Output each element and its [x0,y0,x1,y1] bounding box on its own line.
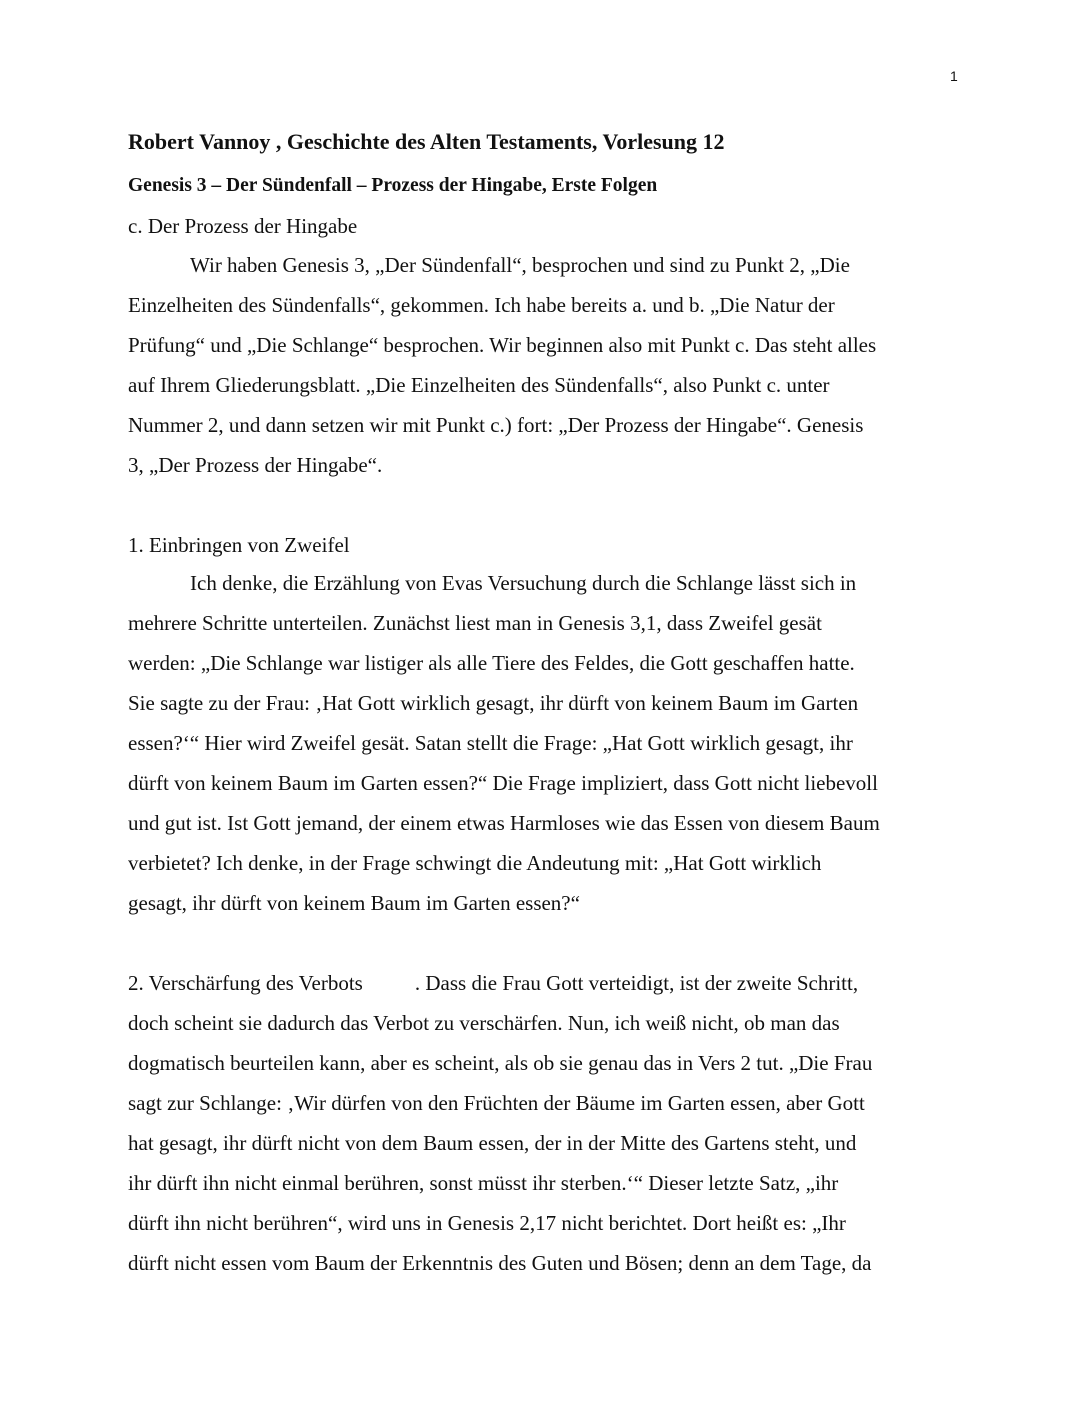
section-heading-2-line [128,969,858,997]
paragraph-line: doch scheint sie dadurch das Verbot zu verschärfen. Nun, ich weiß nicht, ob man das [128,1011,840,1035]
paragraph-line: Sie sagte zu der Frau: ‚Hat Gott wirklich gesagt, ihr dürft von keinem Baum im Garten [128,691,859,715]
paragraph-line: ihr dürft ihn nicht einmal berühren, sonst müsst ihr sterben.‘“ Dieser letzte Satz, „ihr [128,1171,839,1195]
paragraph-line: Prüfung“ und „Die Schlange“ besprochen. Wir beginnen also mit Punkt c. Das steht alles [128,333,877,357]
section-heading-1: 1. Einbringen von Zweifel [128,533,350,557]
paragraph-line: Wir haben Genesis 3, „Der Sündenfall“, besprochen und sind zu Punkt 2, „Die [190,253,850,277]
paragraph-line: dogmatisch beurteilen kann, aber es scheint, als ob sie genau das in Vers 2 tut. „Die Frau [128,1051,873,1075]
paragraph-line: Nummer 2, und dann setzen wir mit Punkt c.) fort: „Der Prozess der Hingabe“. Genesis [128,413,864,437]
paragraph-line: Ich denke, die Erzählung von Evas Versuchung durch die Schlange lässt sich in [190,571,857,595]
paragraph-line: 3, „Der Prozess der Hingabe“. [128,453,383,477]
document-subtitle: Genesis 3 – Der Sündenfall – Prozess der Hingabe, Erste Folgen [128,175,658,196]
paragraph-line: auf Ihrem Gliederungsblatt. „Die Einzelheiten des Sündenfalls“, also Punkt c. unter [128,373,830,397]
paragraph-line: verbietet? Ich denke, in der Frage schwingt die Andeutung mit: „Hat Gott wirklich [128,851,822,875]
page-number: 1 [950,68,958,84]
paragraph-line: dürft ihn nicht berühren“, wird uns in Genesis 2,17 nicht berichtet. Dort heißt es: „Ihr [128,1211,846,1235]
paragraph-line: dürft von keinem Baum im Garten essen?“ Die Frage impliziert, dass Gott nicht liebevoll [128,771,878,795]
paragraph-line: dürft nicht essen vom Baum der Erkenntnis des Guten und Bösen; denn an dem Tage, da [128,1251,872,1275]
paragraph-line: hat gesagt, ihr dürft nicht von dem Baum essen, der in der Mitte des Gartens steht, und [128,1131,857,1155]
paragraph-line: sagt zur Schlange: ‚Wir dürfen von den Früchten der Bäume im Garten essen, aber Gott [128,1091,865,1115]
section-heading-c: c. Der Prozess der Hingabe [128,214,358,238]
section-heading-2: 2. Verschärfung des Verbots [128,971,363,995]
paragraph-line: essen?‘“ Hier wird Zweifel gesät. Satan stellt die Frage: „Hat Gott wirklich gesagt, ihr [128,731,853,755]
paragraph-line: Einzelheiten des Sündenfalls“, gekommen. Ich habe bereits a. und b. „Die Natur der [128,293,835,317]
paragraph-line: mehrere Schritte unterteilen. Zunächst liest man in Genesis 3,1, dass Zweifel gesät [128,611,822,635]
paragraph-text: . Dass die Frau Gott verteidigt, ist der zweite Schritt, [414,971,859,995]
paragraph-line: und gut ist. Ist Gott jemand, der einem etwas Harmloses wie das Essen von diesem Baum [128,811,880,835]
paragraph-line: gesagt, ihr dürft von keinem Baum im Garten essen?“ [128,891,580,915]
paragraph-line: werden: „Die Schlange war listiger als alle Tiere des Feldes, die Gott geschaffen hatte. [128,651,855,675]
document-title: Robert Vannoy , Geschichte des Alten Testaments, Vorlesung 12 [128,129,725,154]
